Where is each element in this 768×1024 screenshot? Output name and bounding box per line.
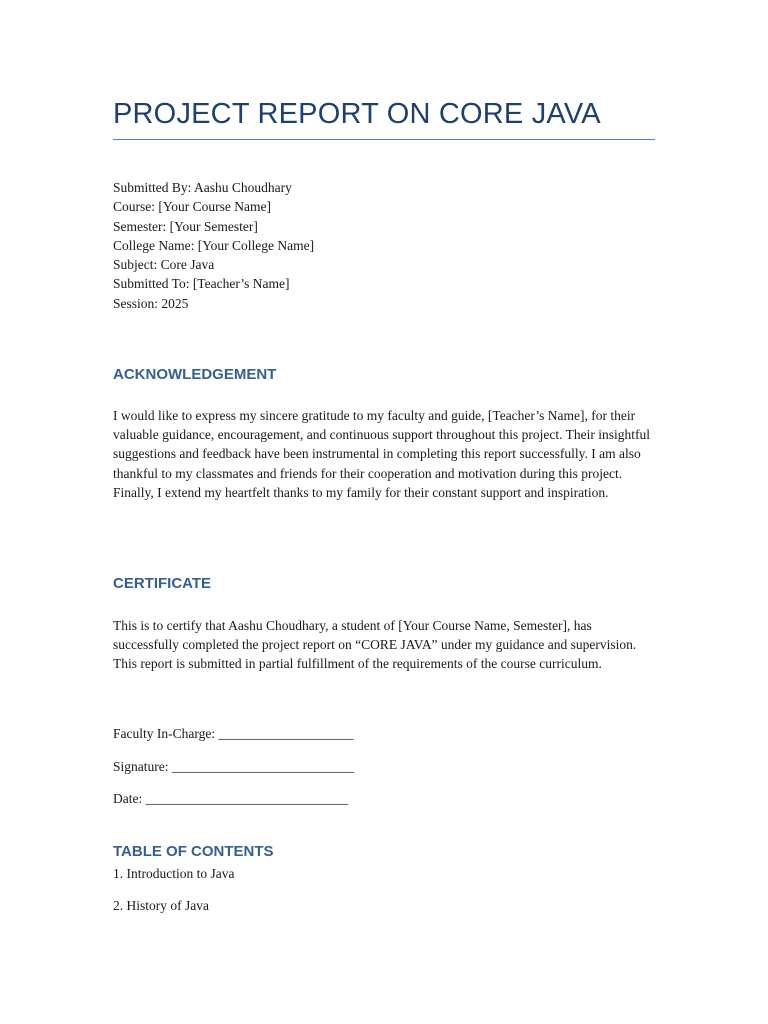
course: Course: [Your Course Name]: [113, 199, 271, 215]
acknowledgement-text: I would like to express my sincere gratitude to my faculty and guide, [Teacher’s Name], for their valuable guidance, encouragement, and continuous support throughout this project. Their insightful suggestions and feedback have been instrumental in completing this report successfully. I am also thankful to my classmates and friends for their cooperation and motivation during this project. Finally, I extend my heartfelt thanks to my family for their constant support and inspiration.: [113, 408, 651, 500]
toc-item: 2. History of Java: [113, 898, 209, 913]
submitted-to: Submitted To: [Teacher’s Name]: [113, 276, 290, 292]
session: Session: 2025: [113, 295, 189, 311]
certificate-heading: CERTIFICATE: [113, 575, 212, 592]
subject: Subject: Core Java: [113, 257, 215, 273]
title-underline: [113, 139, 655, 140]
submission-details: [113, 178, 655, 313]
certificate-text: This is to certify that Aashu Choudhary, a student of [Your Course Name, Semester], has successfully completed the project report on “CORE JAVA” under my guidance and supervision. This report is submitted in partial fulfillment of the requirements of the course curriculum.: [113, 618, 637, 672]
toc-heading: TABLE OF CONTENTS: [113, 843, 274, 860]
submitted-by: Submitted By: Aashu Choudhary: [113, 180, 292, 195]
signature-line: Signature: ___________________________: [113, 759, 355, 774]
faculty-in-charge-line: Faculty In-Charge: ____________________: [113, 726, 354, 741]
college-name: College Name: [Your College Name]: [113, 237, 315, 253]
acknowledgement-heading: ACKNOWLEDGEMENT: [113, 366, 277, 383]
date-line: Date: ______________________________: [113, 791, 349, 806]
document-title: PROJECT REPORT ON CORE JAVA: [113, 98, 601, 130]
semester: Semester: [Your Semester]: [113, 218, 258, 234]
toc-item: 1. Introduction to Java: [113, 866, 235, 881]
